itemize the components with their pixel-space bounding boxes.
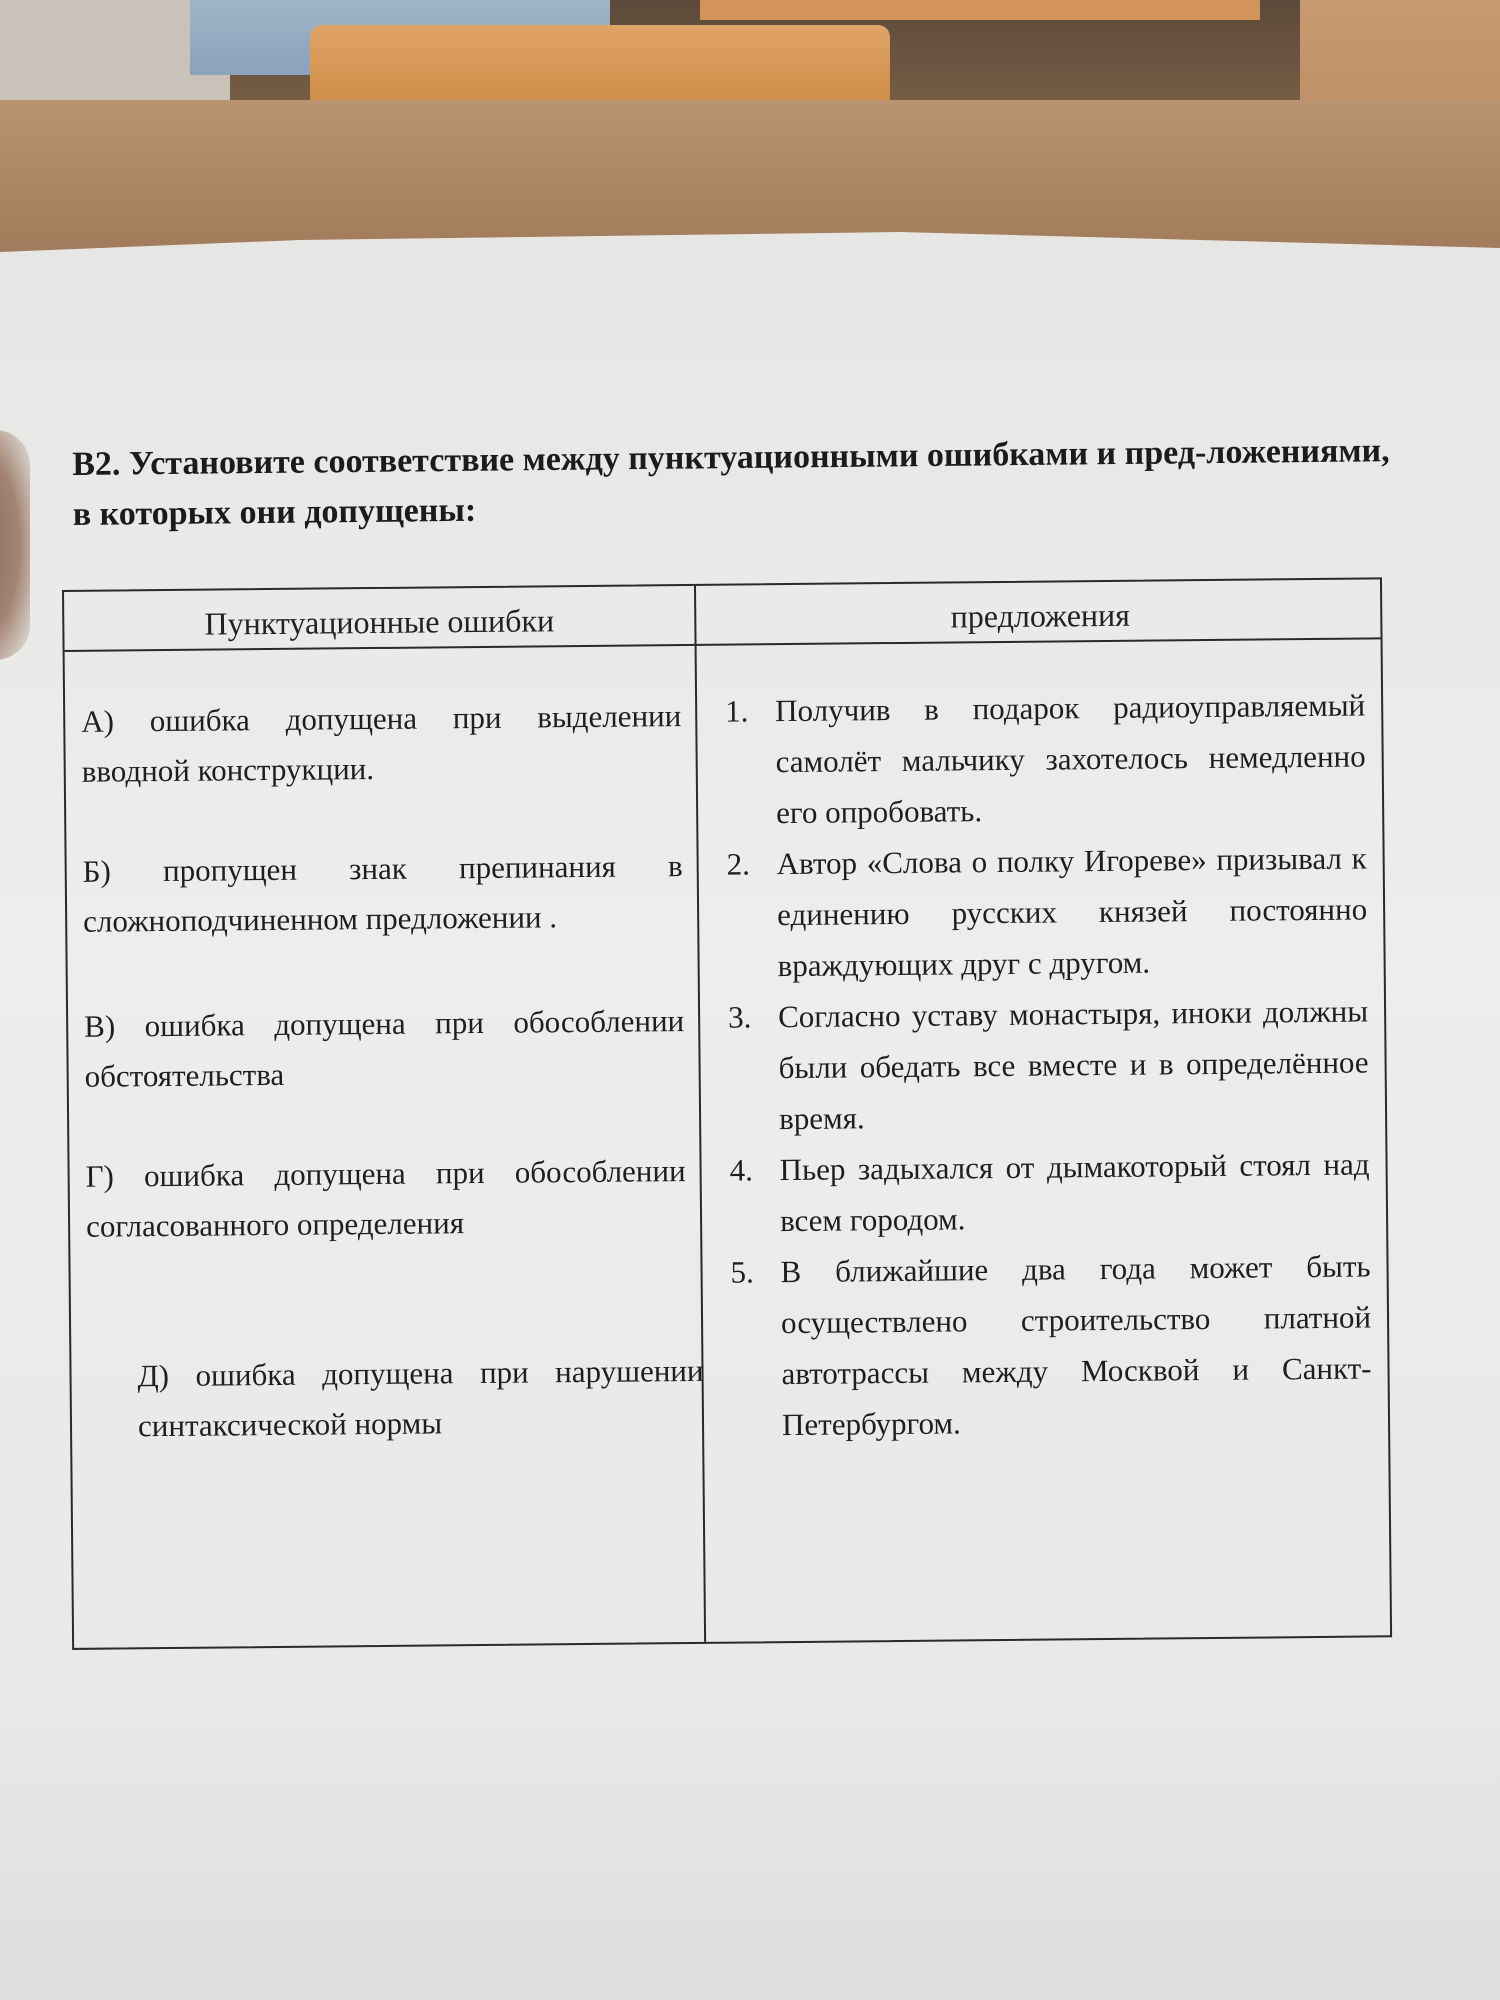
error-a: А) ошибка допущена при выделении вводной конструкции. — [81, 698, 682, 789]
sentence-5 — [730, 1240, 1372, 1450]
sentence-text: Пьер задыхался от дымакоторый стоял над всем городом. — [779, 1146, 1370, 1239]
header-errors: Пунктуационные ошибки — [204, 602, 555, 642]
sentences-list — [725, 679, 1372, 1450]
sentence-text: Получив в подарок радиоуправляемый самолёт мальчику захотелось немедленно его опробовать. — [775, 687, 1366, 831]
header-sentences: предложения — [950, 596, 1131, 635]
sentence-1 — [725, 679, 1366, 838]
error-d: Д) ошибка допущена при нарушении синтаксической нормы — [137, 1352, 704, 1444]
sentence-text: В ближайшие два года может быть осуществлено строительство платной автотрассы между Москвой и Санкт-Петербургом. — [780, 1248, 1372, 1443]
page-shadow — [0, 1680, 1500, 2000]
matching-table — [62, 577, 1392, 1650]
sentence-4 — [729, 1138, 1370, 1246]
chair-far — [700, 0, 1260, 20]
sentence-number: 5. — [730, 1254, 754, 1290]
sentence-text: Согласно уставу монастыря, иноки должны были обедать все вместе и в определённое время. — [777, 993, 1369, 1137]
sentence-number: 3. — [727, 999, 752, 1035]
column-divider — [694, 586, 706, 1642]
sentence-2 — [726, 832, 1367, 991]
error-g: Г) ошибка допущена при обособлении согласованного определения — [85, 1153, 686, 1244]
sentence-text: Автор «Слова о полку Игореве» призывал к единению русских князей постоянно враждующих друг с другом. — [776, 840, 1368, 984]
sentence-3 — [728, 985, 1369, 1144]
sentence-number: 2. — [726, 846, 751, 882]
error-v: В) ошибка допущена при обособлении обстоятельства — [84, 1003, 685, 1094]
sentence-number: 1. — [725, 693, 749, 729]
error-b: Б) пропущен знак препинания в сложноподчиненном предложении . — [82, 848, 683, 939]
task-heading: B2. Установите соответствие между пунктуационными ошибками и пред-ложениями, в которых они допущены: — [72, 432, 1390, 533]
sentence-number: 4. — [729, 1152, 754, 1188]
thumb — [0, 430, 30, 660]
